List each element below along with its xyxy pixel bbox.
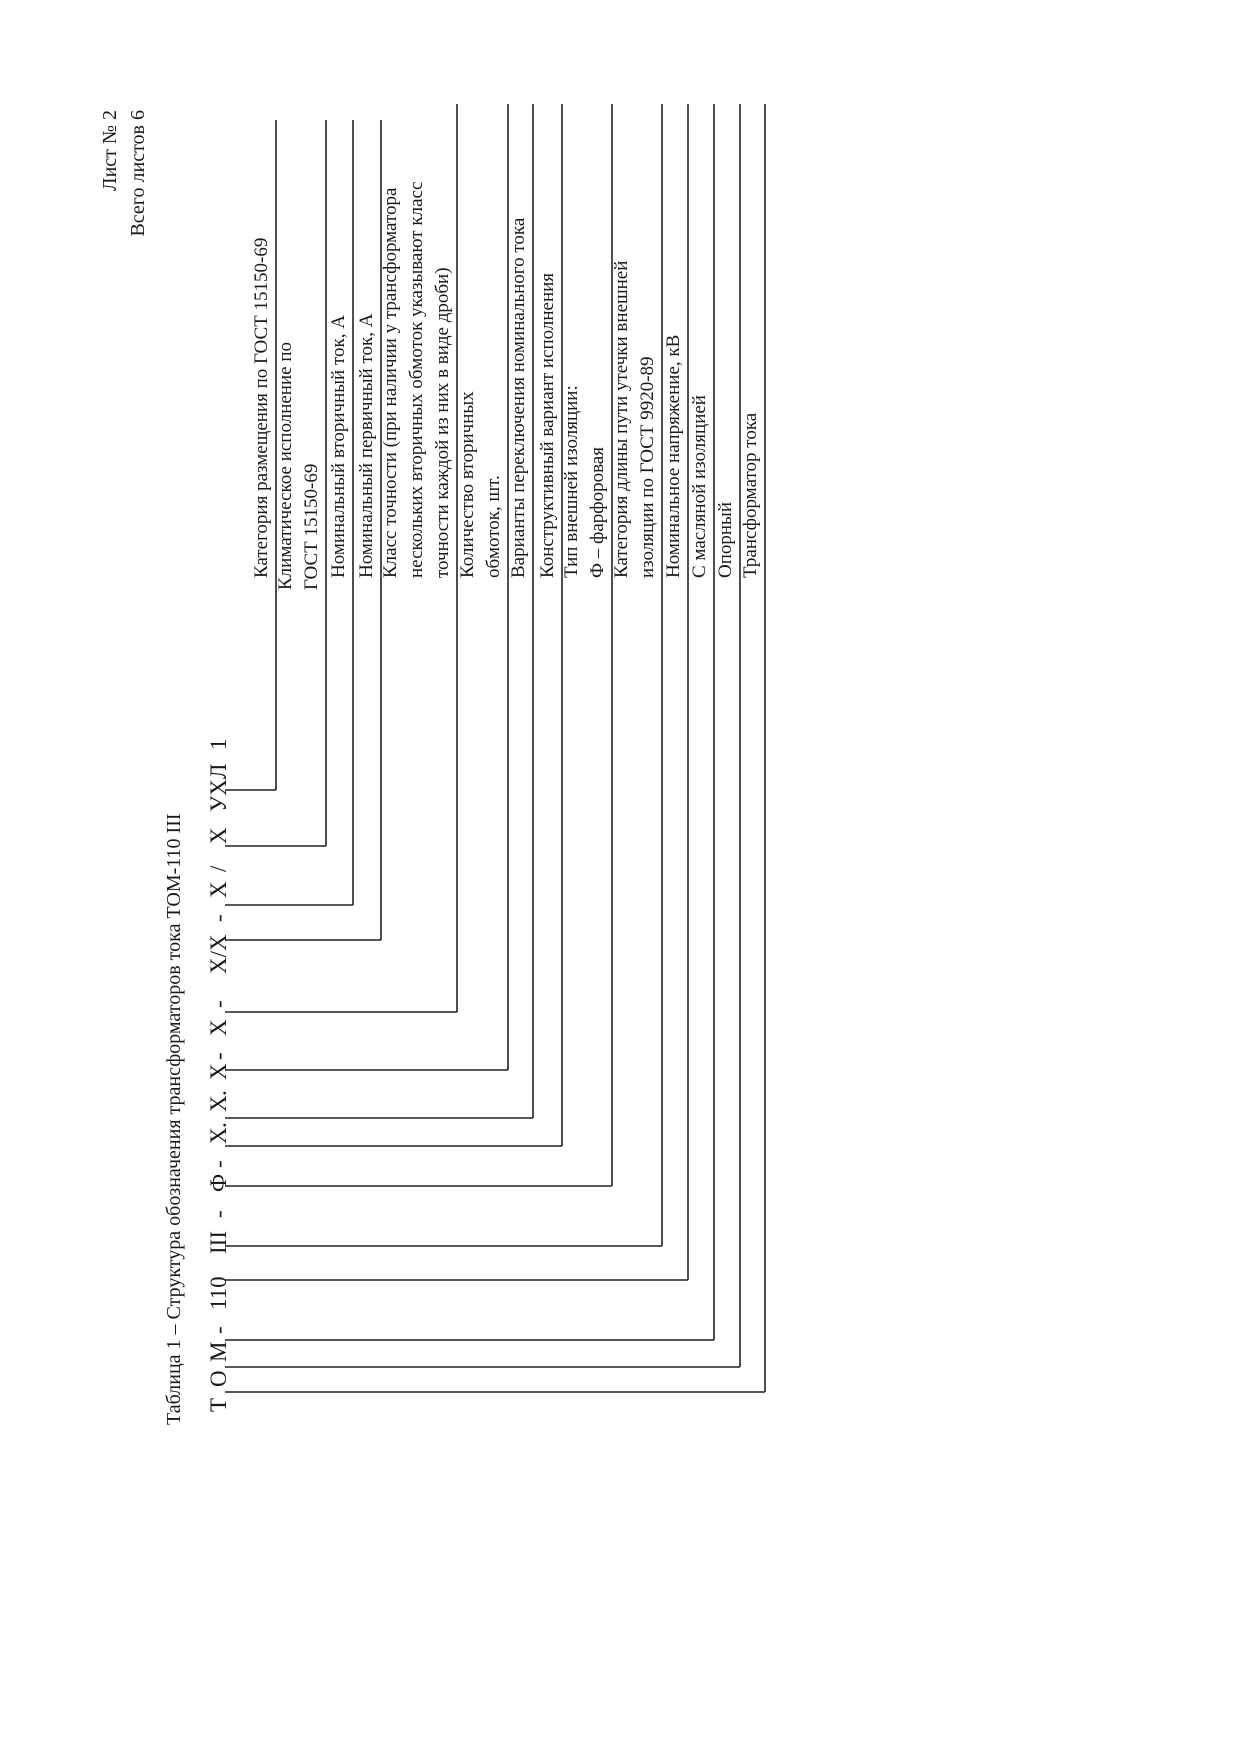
code-token: Х [206,1063,231,1080]
code-token: - [206,914,231,922]
description-line: ГОСТ 15150-69 [301,463,322,590]
description-line: обмоток, шт. [483,475,504,578]
code-token: УХЛ [206,763,231,812]
description-line: изоляции по ГОСТ 9920-89 [637,356,658,578]
code-token: 110 [206,1276,231,1310]
code-token: Т [206,1397,231,1412]
code-token: Х [206,1127,231,1144]
description-line: точности каждой из них в виде дроби) [432,267,453,578]
description-line: нескольких вторичных обмоток указывают класс [406,181,427,578]
code-token: Х/Х [206,934,231,974]
description-line: Ф – фарфоровая [587,447,608,578]
description-line: Опорный [715,502,736,578]
code-token: - [206,1052,231,1060]
description-line: Класс точности (при наличии у трансформатора [380,187,401,578]
code-token: - [206,1326,231,1334]
description-line: Категория размещения по ГОСТ 15150-69 [251,237,272,578]
code-token: Ф [206,1173,231,1192]
code-token: 1 [206,738,231,750]
description-line: Климатическое исполнение по [275,342,296,590]
code-token: - [206,1210,231,1218]
code-token: Х [206,1095,231,1112]
code-token: - [206,1000,231,1008]
code-token: III [206,1231,231,1254]
description-line: Номинальный вторичный ток, А [328,315,349,578]
code-token: Х [206,827,231,844]
description-line: Трансформатор тока [740,412,761,578]
table-title: Таблица 1 – Структура обозначения трансформаторов тока ТОМ-110 III [163,813,185,1425]
sheet-number: Лист № 2 [99,110,121,191]
code-token: Х [206,1019,231,1036]
code-token: Х [206,881,231,898]
code-token: О [206,1370,231,1387]
description-line: Количество вторичных [457,391,478,578]
code-token: - [206,1160,231,1168]
description-line: Номинальное напряжение, кВ [663,334,684,578]
code-token: М [206,1341,231,1362]
description-line: С масляной изоляцией [689,395,710,578]
code-token: . [206,1122,231,1128]
code-token: . [206,1090,231,1096]
description-line: Конструктивный вариант исполнения [537,272,558,578]
description-line: Категория длины пути утечки внешней [611,260,632,578]
description-line: Варианты переключения номинального тока [508,217,529,578]
description-line: Тип внешней изоляции: [561,385,582,578]
sheet-total: Всего листов 6 [127,110,149,237]
description-line: Номинальный первичный ток, А [356,313,377,578]
code-token: / [206,865,231,872]
